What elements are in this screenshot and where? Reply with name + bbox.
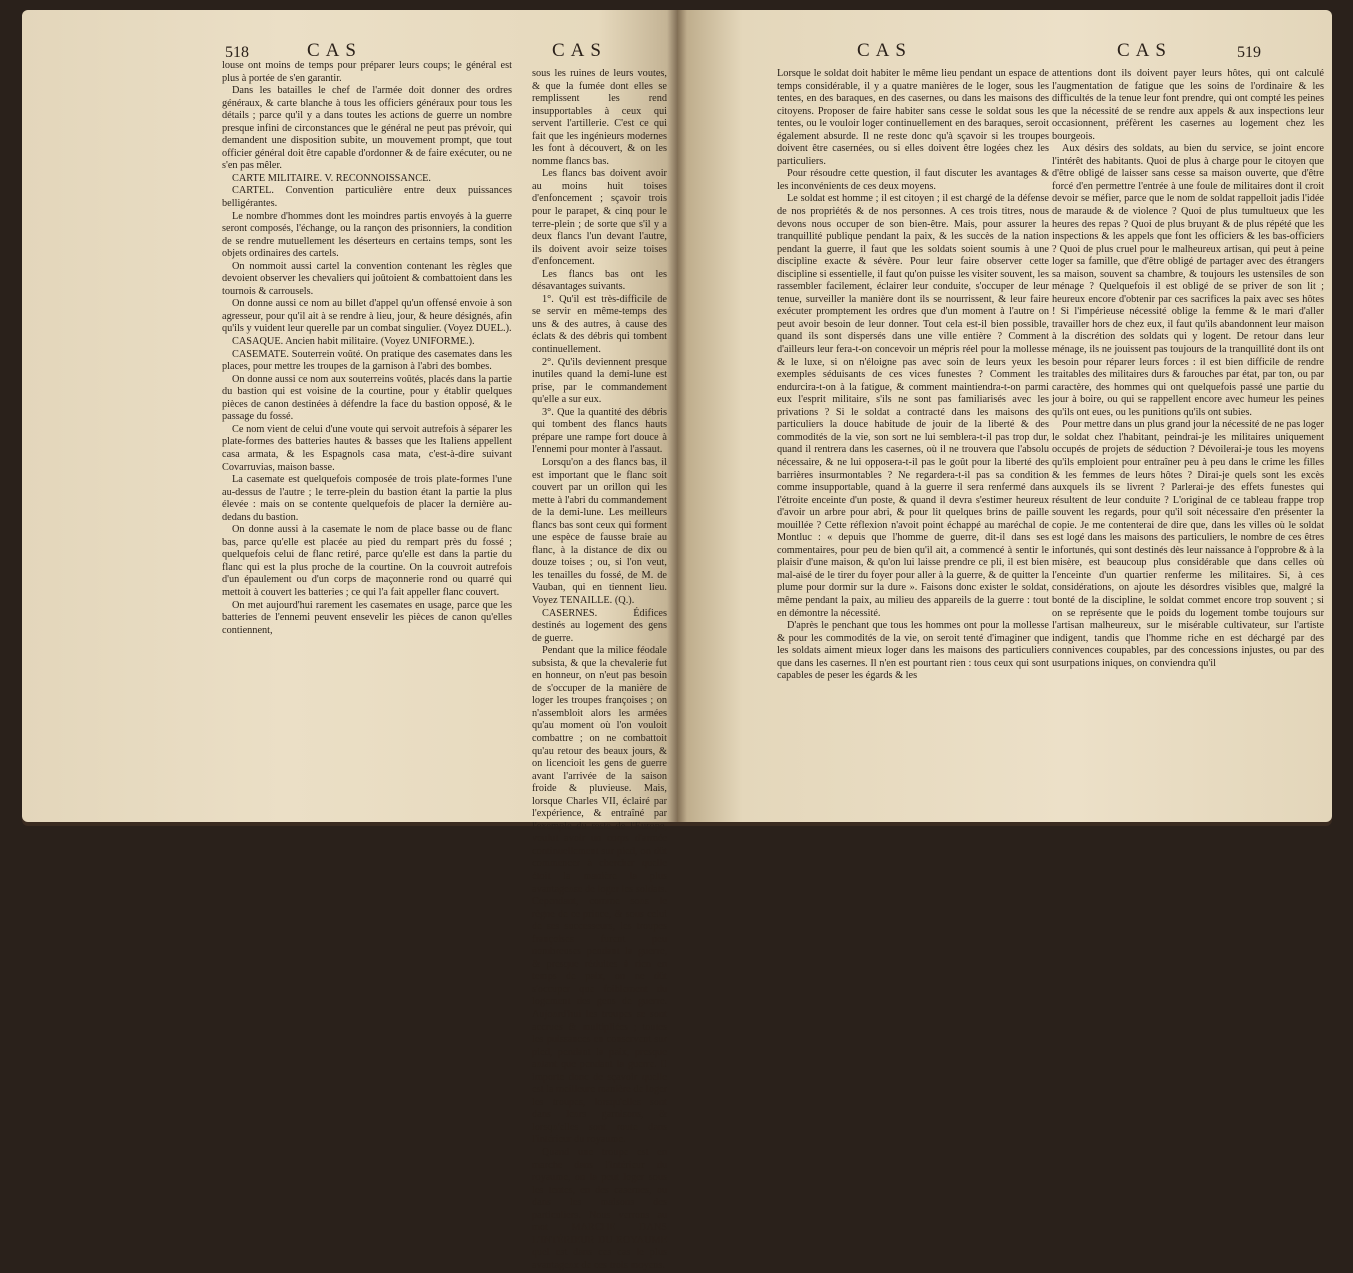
paragraph: CASAQUE. Ancien habit militaire. (Voyez UNIFORME.). [232,336,475,348]
paragraph: Dans les batailles le chef de l'armée doit donner des ordres généraux, & carte blanche à tous les officiers généraux pour tous les détails ; parce qu'il y a dans toutes les actions de guerre un nombre presque infini de circonstances que le général ne peut pas prévoir, qui demandent une disposition subite, un mouvement prompt, que tout officier général doit être capable d'ordonner & de faire exécuter, ou ne s'en pas mêler. [222,85,512,172]
running-head: CAS [1117,40,1172,61]
paragraph: 3°. Que la quantité des débris qui tombent des flancs hauts prépare une rampe fort douce à l'ennemi pour monter à l'assaut. [532,406,667,456]
page-number: 519 [1237,44,1261,61]
text-column-left [777,68,1049,683]
paragraph: Les flancs bas doivent avoir au moins huit toises d'enfoncement ; sçavoir trois pour le parapet, & cinq pour le terre-plein ; de sorte que s'il y a deux flancs l'un devant l'autre, ils doivent avoir seize toises d'enfoncement. [532,168,667,268]
paragraph: attentions dont ils doivent payer leurs hôtes, qui ont calculé l'augmentation de fatigue que les soins de l'ordinaire & les difficultés de la tenue leur font prendre, qui ont compté les peines que la nécessité de se rendre aux appels & aux inspections leur occasionnent, préfèrent les casernes au logement chez les bourgeois. [1052,68,1324,142]
paragraph: CASEMATE. Souterrein voûté. On pratique des casemates dans les places, pour mettre les troupes de la garnison à l'abri des bombes. [222,348,512,373]
text-column-right [1052,68,1324,670]
right-page [677,10,1332,822]
paragraph: Pour mettre dans un plus grand jour la nécessité de ne pas loger le soldat chez l'habitant, peindrai-je les militaires uniquement occupés de projets de séduction ? Dévoilerai-je tous les moyens qu'ils emploient pour entraîner peu à peu dans le crime les filles & les femmes de leurs hôtes ? Dirai-je quels sont les excès auxquels ils se livrent ? Parlerai-je des effets funestes qui résultent de leur conduite ? L'original de ce tableau frappe trop souvent les regards, pour qu'il soit nécessaire d'en présenter la copie. Je me contenterai de dire que, dans les villes où le soldat est logé dans les maisons des particuliers, le nombre de ces êtres infortunés, qui sont destinés dès leur naissance à l'opprobre & à la misère, est beaucoup plus considérable que dans celles où l'enceinte d'un quartier renferme les militaires. Si, à ces considérations, on ajoute les désordres visibles que, malgré la bonté de la discipline, le soldat commet encore trop souvent ; si on se représente que le poids du logement tombe toujours sur l'artisan malheureux, sur le misérable cultivateur, sur l'artiste indigent, tandis que l'homme riche en est déchargé par des connivences coupables, par des concessions injustes, ou par des usurpations iniques, on conviendra qu'il [1052,419,1324,669]
paragraph: sous les ruines de leurs voutes, & que la fumée dont elles se remplissent les rend insupportables à ceux qui servent l'artillerie. C'est ce qui fait que les ingénieurs modernes les font à découvert, & on les nomme flancs bas. [532,68,667,167]
paragraph: Lorsque le soldat doit habiter le même lieu pendant un espace de temps considérable, il y a quatre manières de le loger, sous les tentes, en des baraques, en des casernes, ou dans les maisons des citoyens. Proposer de faire habiter sans cesse le soldat sous les tentes, ou le vouloir loger continuellement en des baraques, seroit également absurde. Il ne reste donc qu'à sçavoir si les troupes doivent être casernées, ou si elles doivent être logées chez les particuliers. [777,68,1049,167]
paragraph: On donne aussi ce nom aux souterreins voûtés, placés dans la partie du bastion qui est voisine de la courtine, pour y établir quelques pièces de canon destinées à défendre la face du bastion opposé, & le passage du fossé. [222,373,512,423]
paragraph: Le nombre d'hommes dont les moindres partis envoyés à la guerre seront composés, l'échange, ou la rançon des prisonniers, la condition de se rendre mutuellement les déserteurs en certains temps, sont les objets ordinaires des cartels. [222,210,512,260]
running-head: CAS [307,40,362,61]
paragraph: Aux désirs des soldats, au bien du service, se joint encore l'intérêt des habitants. Quoi de plus à charge pour le citoyen que d'être obligé de laisser sans cesse sa maison ouverte, que d'être forcé d'en permettre l'entrée à une foule de militaires dont il croit devoir se méfier, parce que le nom de soldat rappelloit jadis l'idée de maraude & de violence ? Quoi de plus tumultueux que les heures des repas ? Quoi de plus bruyant & de plus répété que les inspections & les appels que font les officiers & les bas-officiers ? Quoi de plus cruel pour le malheureux artisan, qui peut à peine loger sa famille, que d'être obligé de partager avec des étrangers sa maison, souvent sa chambre, & toujours les ustensiles de son ménage ? Quelquefois il est obligé de se priver de son lit ; heureux encore d'obtenir par ces sacrifices la paix avec ses hôtes ! Si l'impérieuse nécessité oblige la femme & le mari d'aller travailler hors de chez eux, il faut qu'ils abandonnent leur maison à la discrétion des soldats qui y logent. De retour dans leur ménage, ils ne jouissent pas toujours de la tranquillité dont ils ont besoin pour réparer leurs forces : il est bien difficile de rendre traitables des militaires durs & farouches par état, par ton, ou par caractère, des hommes qui ont quelquefois passé une partie du jour à boire, ou qui se rappellent encore avec humeur les peines qu'ils ont eues, ou les punitions qu'ils ont subies. [1052,143,1324,418]
paragraph: louse ont moins de temps pour préparer leurs coups; le général est plus à portée de s'en garantir. [222,60,512,84]
text-column-left [222,60,512,637]
text-column-right [532,68,667,1273]
paragraph: La casemate est quelquefois composée de trois plate-formes l'une au-dessus de l'autre ; le terre-plein du bastion étant la partie la plus élevée : mais on se contente quelquefois de placer la dernière au-dedans du bastion. [222,474,512,523]
paragraph: On donne aussi ce nom au billet d'appel qu'un offensé envoie à son agresseur, pour qu'il ait à se rendre à lieu, jour, & heure désignés, afin qu'ils y vuident leur querelle par un combat singulier. (Voyez DUEL.). [222,298,512,335]
paragraph: On donne aussi à la casemate le nom de place basse ou de flanc bas, parce qu'elle est placée au pied du rempart près du fossé ; quelquefois celui de flanc retiré, parce qu'elle est dans la partie du flanc qui est la plus proche de la courtine. On la couvroit autrefois d'un épaulement ou d'un corps de maçonnerie rond ou quarré qui mettoit à couvert les batteries ; ce qui l'a fait appeller flanc couvert. [222,524,512,598]
paragraph: Lorsqu'on a des flancs bas, il est important que le flanc soit couvert par un orillon qui les mette à l'abri du commandement de la demi-lune. Les meilleurs flancs bas sont ceux qui forment une espèce de fausse braie au flanc, à la distance de dix ou douze toises ; ou, si l'on veut, les tenailles du fossé, de M. de Vauban, qui en tiennent lieu. Voyez TENAILLE. (Q.). [532,456,667,606]
paragraph: Quand une troupe est en marche dans l'intérieur du royaume, on la peut loger sous les tentes, en des casernes, ou dans les maisons des particuliers. Nous verrons au mot MARCHE DANS L'INTÉRIEUR DU ROYAUME quel est dans ces cas le plus avantageux de ces trois moyens. [532,1147,667,1271]
book-gutter [667,10,687,822]
paragraph: 1°. Qu'il est très-difficile de se servir en même-temps des uns & des autres, à cause des éclats & des débris qui tombent continuellement. [532,293,667,356]
paragraph: On met aujourd'hui rarement les casemates en usage, parce que les batteries de l'ennemi peuvent ensevelir les pièces de canon qu'elles contiennent, [222,599,512,636]
running-head: CAS [552,40,607,61]
left-page [22,10,677,1271]
page-number: 518 [225,44,249,61]
paragraph: Pendant que la milice féodale subsista, & que la chevalerie fut en honneur, on n'eut pas besoin de s'occuper de la manière de loger les troupes françoises ; on n'assembloit alors les armées qu'au moment où l'on vouloit combattre ; on ne combattoit qu'au retour des beaux jours, & on licencioit les gens de guerre avant l'arrivée de la saison froide & pluvieuse. Mais, lorsque Charles VII, éclairé par l'expérience, & entraîné par l'exemple du reste de l'Europe, voulut avoir un corps d'armée continuellement sur pied, on dût commencer à chercher quelle étoit la manière la plus avantageuse de loger les soldats. Cependant, comme sous le règne de ce prince, & sous celui de ses successeurs, les troupes françoises furent peu nombreuses pendant la guerre, & presque réduites à rien en temps de paix, on ne dût s'occuper que foiblement du logement des gens de guerre. Aujourd'hui les troupes se sont accrues & multipliées ; toutes les puissances en conservent sur pied, pendant la paix, presque autant que pendant la guerre. Il importe donc de sçavoir quelle est la meilleure manière de loger les troupes, lorsqu'elles sont dans leurs garnisons, & lorsqu'elles sont route dans l'intérieur du royaume. [532,645,667,1146]
paragraph: Ce nom vient de celui d'une voute qui servoit autrefois à séparer les plate-formes des batteries hautes & basses que les Italiens appellent casa armata, & les Espagnols casa mata, c'est-à-dire suivant Covarruvias, maison basse. [222,423,512,473]
open-book [22,10,1332,1271]
paragraph: CARTE MILITAIRE. V. RECONNOISSANCE. [232,172,431,184]
paragraph: CARTEL. Convention particulière entre deux puissances belligérantes. [222,185,512,210]
running-head: CAS [857,40,912,61]
paragraph: CASERNES. Édifices destinés au logement des gens de guerre. [532,607,667,644]
paragraph: On nommoit aussi cartel la convention contenant les règles que devoient observer les chevaliers qui joûtoient & combattoient dans les tournois & carrousels. [222,260,512,297]
paragraph: Le soldat est homme ; il est citoyen ; il est chargé de la défense de nos propriétés & de nos personnes. A ces trois titres, nous devons nous occuper de son bien-être. Mais, pour assurer la tranquillité publique pendant la paix, & les succès de la nation pendant la guerre, il faut que les soldats soient soumis à une discipline exacte & sévère. Pour leur faire observer cette discipline si essentielle, il faut qu'on puisse les visiter souvent, les rassembler facilement, éclairer leur conduite, s'occuper de leur tenue, surveiller la manière dont ils se nourrissent, & leur faire exécuter promptement les ordres que d'un moment à l'autre on peut avoir besoin de leur donner. Tout cela est-il bien possible, quand ils sont dispersés dans une ville entière ? Comment d'ailleurs leur fera-t-on concevoir un mépris réel pour la mollesse & le luxe, si on n'éloigne pas avec soin de leurs yeux les exemples séduisants de ces vices funestes ? Comment les endurcira-t-on à la fatigue, & comment maintiendra-t-on parmi eux l'esprit militaire, s'ils ne sont pas familiarisés avec les privations ? Si le soldat a contracté dans les maisons des particuliers la douce habitude de jouir de la liberté & des commodités de la vie, son sort ne lui semblera-t-il pas trop dur, quand il rentrera dans les casernes, où il ne trouvera que l'absolu nécessaire, & ne lui opposera-t-il pas le goût pour la liberté des barrières insurmontables ? Ne regardera-t-il pas sa condition comme insupportable, quand à la guerre il sera renfermé dans l'étroite enceinte d'un poste, & quand il devra s'estimer heureux d'avoir un arbre pour abri, & pour lit quelques brins de paille mouillée ? Cette réflexion n'avoit point échappé au maréchal de Montluc : « depuis que l'homme de guerre, dit-il dans ses commentaires, pour peu de bien qu'il ait, a commencé à sentir le plaisir d'une maison, & qu'on lui laisse prendre ce pli, il est bien mal-aisé de le tirer du foyer pour aller à la guerre, & de quitter la plume pour dormir sur la dure ». Faisons donc exister le soldat, même pendant la paix, au milieu des appareils de la guerre : tout en démontre la nécessité. [777,193,1049,619]
paragraph: Les flancs bas ont les désavantages suivants. [532,268,667,293]
paragraph: Pour résoudre cette question, il faut discuter les avantages & les inconvénients de ces deux moyens. [777,168,1049,192]
paragraph: 2°. Qu'ils deviennent presque inutiles quand la demi-lune est prise, par le commandement qu'elle a sur eux. [532,356,667,406]
paragraph: D'après le penchant que tous les hommes ont pour la mollesse & pour les commodités de la vie, on seroit tenté d'imaginer que les soldats aiment mieux loger dans les maisons des particuliers que dans les casernes. Il n'en est pourtant rien : tous ceux qui sont capables de peser les égards & les [777,620,1049,682]
